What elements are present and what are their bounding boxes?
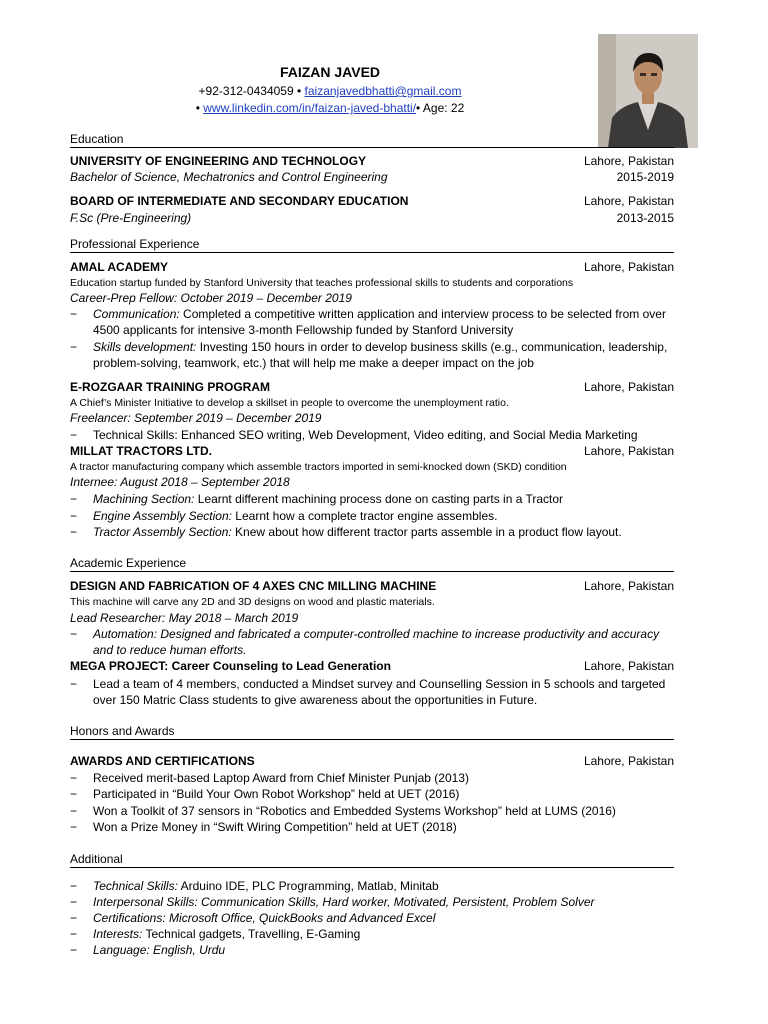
age-text: • Age: 22 [416,101,465,115]
exp-millat-org: MILLAT TRACTORS LTD. Lahore, Pakistan [70,444,674,458]
exp-millat-bullet-2: − Engine Assembly Section: Learnt how a complete tractor engine assembles. [70,509,498,523]
exp-amal-bullet-1: − Communication: Completed a competitive written application and interview process to be selected from over 4500 applicants for intensive 3-month Fellowship funded by Stanford University [70,307,666,337]
section-honors: Honors and Awards [70,724,674,740]
acad-mega-org: MEGA PROJECT: Career Counseling to Lead Generation Lahore, Pakistan [70,659,674,673]
section-education: Education [70,132,674,148]
exp-millat-bullet-1: − Machining Section: Learnt different machining process done on casting parts in a Tractor [70,492,564,506]
exp-millat-bullet-3: − Tractor Assembly Section: Knew about how different tractor parts assemble in a product flow layout. [70,525,622,539]
exp-amal-role: Career-Prep Fellow: October 2019 – December 2019 [70,291,352,305]
exp-millat-desc: A tractor manufacturing company which assemble tractors imported in semi-knocked down (SKD) condition [70,461,567,473]
acad-cnc-role: Lead Researcher: May 2018 – March 2019 [70,611,299,625]
candidate-name: FAIZAN JAVED [279,64,381,80]
honors-item-1: − Received merit-based Laptop Award from Chief Minister Punjab (2013) [70,771,469,785]
exp-erozgaar-desc: A Chief’s Minister Initiative to develop a skillset in people to overcome the unemployment ratio. [70,397,509,409]
additional-certifications: − Certifications: Microsoft Office, QuickBooks and Advanced Excel [70,911,436,925]
edu-uet-org: UNIVERSITY OF ENGINEERING AND TECHNOLOGY Lahore, Pakistan [70,154,674,168]
honors-item-2: − Participated in “Build Your Own Robot Workshop” held at UET (2016) [70,787,460,801]
profile-photo [598,34,698,148]
section-experience: Professional Experience [70,237,674,253]
edu-board-org: BOARD OF INTERMEDIATE AND SECONDARY EDUCATION Lahore, Pakistan [70,194,674,208]
bullet-separator: • [195,101,204,115]
exp-erozgaar-role: Freelancer: September 2019 – December 2019 [70,411,322,425]
exp-amal-bullet-2: − Skills development: Investing 150 hours in order to develop business skills (e.g., communication, leadership, problem-solving, teamwork, etc.) that will help me make a deeper impact on the job [70,340,668,370]
additional-interpersonal: − Interpersonal Skills: Communication Skills, Hard worker, Motivated, Persistent, Problem Solver [70,895,595,909]
email-link[interactable]: faizanjavedbhatti@gmail.com [304,84,462,98]
phone-number: +92-312-0434059 • [198,84,305,98]
exp-amal-org: AMAL ACADEMY Lahore, Pakistan [70,260,674,274]
additional-interests: − Interests: Technical gadgets, Travelling, E-Gaming [70,927,361,941]
edu-uet-degree: Bachelor of Science, Mechatronics and Control Engineering 2015-2019 [70,170,674,184]
additional-technical: − Technical Skills: Arduino IDE, PLC Programming, Matlab, Minitab [70,879,439,893]
honors-item-3: − Won a Toolkit of 37 sensors in “Robotics and Embedded Systems Workshop” held at LUMS (2016) [70,804,616,818]
acad-mega-bullet-1: − Lead a team of 4 members, conducted a Mindset survey and Counselling Session in 5 schools and targeted over 150 Matric Class students to give awareness about the opportunities in Future. [70,677,666,707]
honors-item-4: − Won a Prize Money in “Swift Wiring Competition” held at UET (2018) [70,820,457,834]
additional-language: − Language: English, Urdu [70,943,226,957]
acad-cnc-org: DESIGN AND FABRICATION OF 4 AXES CNC MILLING MACHINE Lahore, Pakistan [70,579,674,593]
acad-cnc-bullet-1: − Automation: Designed and fabricated a computer-controlled machine to increase productivity and accuracy and to reduce human efforts. [70,627,660,657]
exp-millat-role: Internee: August 2018 – September 2018 [70,475,290,489]
section-academic: Academic Experience [70,556,674,572]
honors-org: AWARDS AND CERTIFICATIONS Lahore, Pakistan [70,754,674,768]
exp-amal-desc: Education startup funded by Stanford University that teaches professional skills to students and corporations [70,277,574,289]
linkedin-link[interactable]: www.linkedin.com/in/faizan-javed-bhatti/ [203,101,417,115]
linkedin-line [130,101,530,115]
exp-erozgaar-bullet-1: − Technical Skills: Enhanced SEO writing, Web Development, Video editing, and Social Media Marketing [70,428,638,442]
exp-erozgaar-org: E-ROZGAAR TRAINING PROGRAM Lahore, Pakistan [70,380,674,394]
section-additional: Additional [70,852,674,868]
contact-line [130,84,530,98]
edu-board-degree: F.Sc (Pre-Engineering) 2013-2015 [70,211,674,225]
acad-cnc-desc: This machine will carve any 2D and 3D designs on wood and plastic materials. [70,596,435,608]
